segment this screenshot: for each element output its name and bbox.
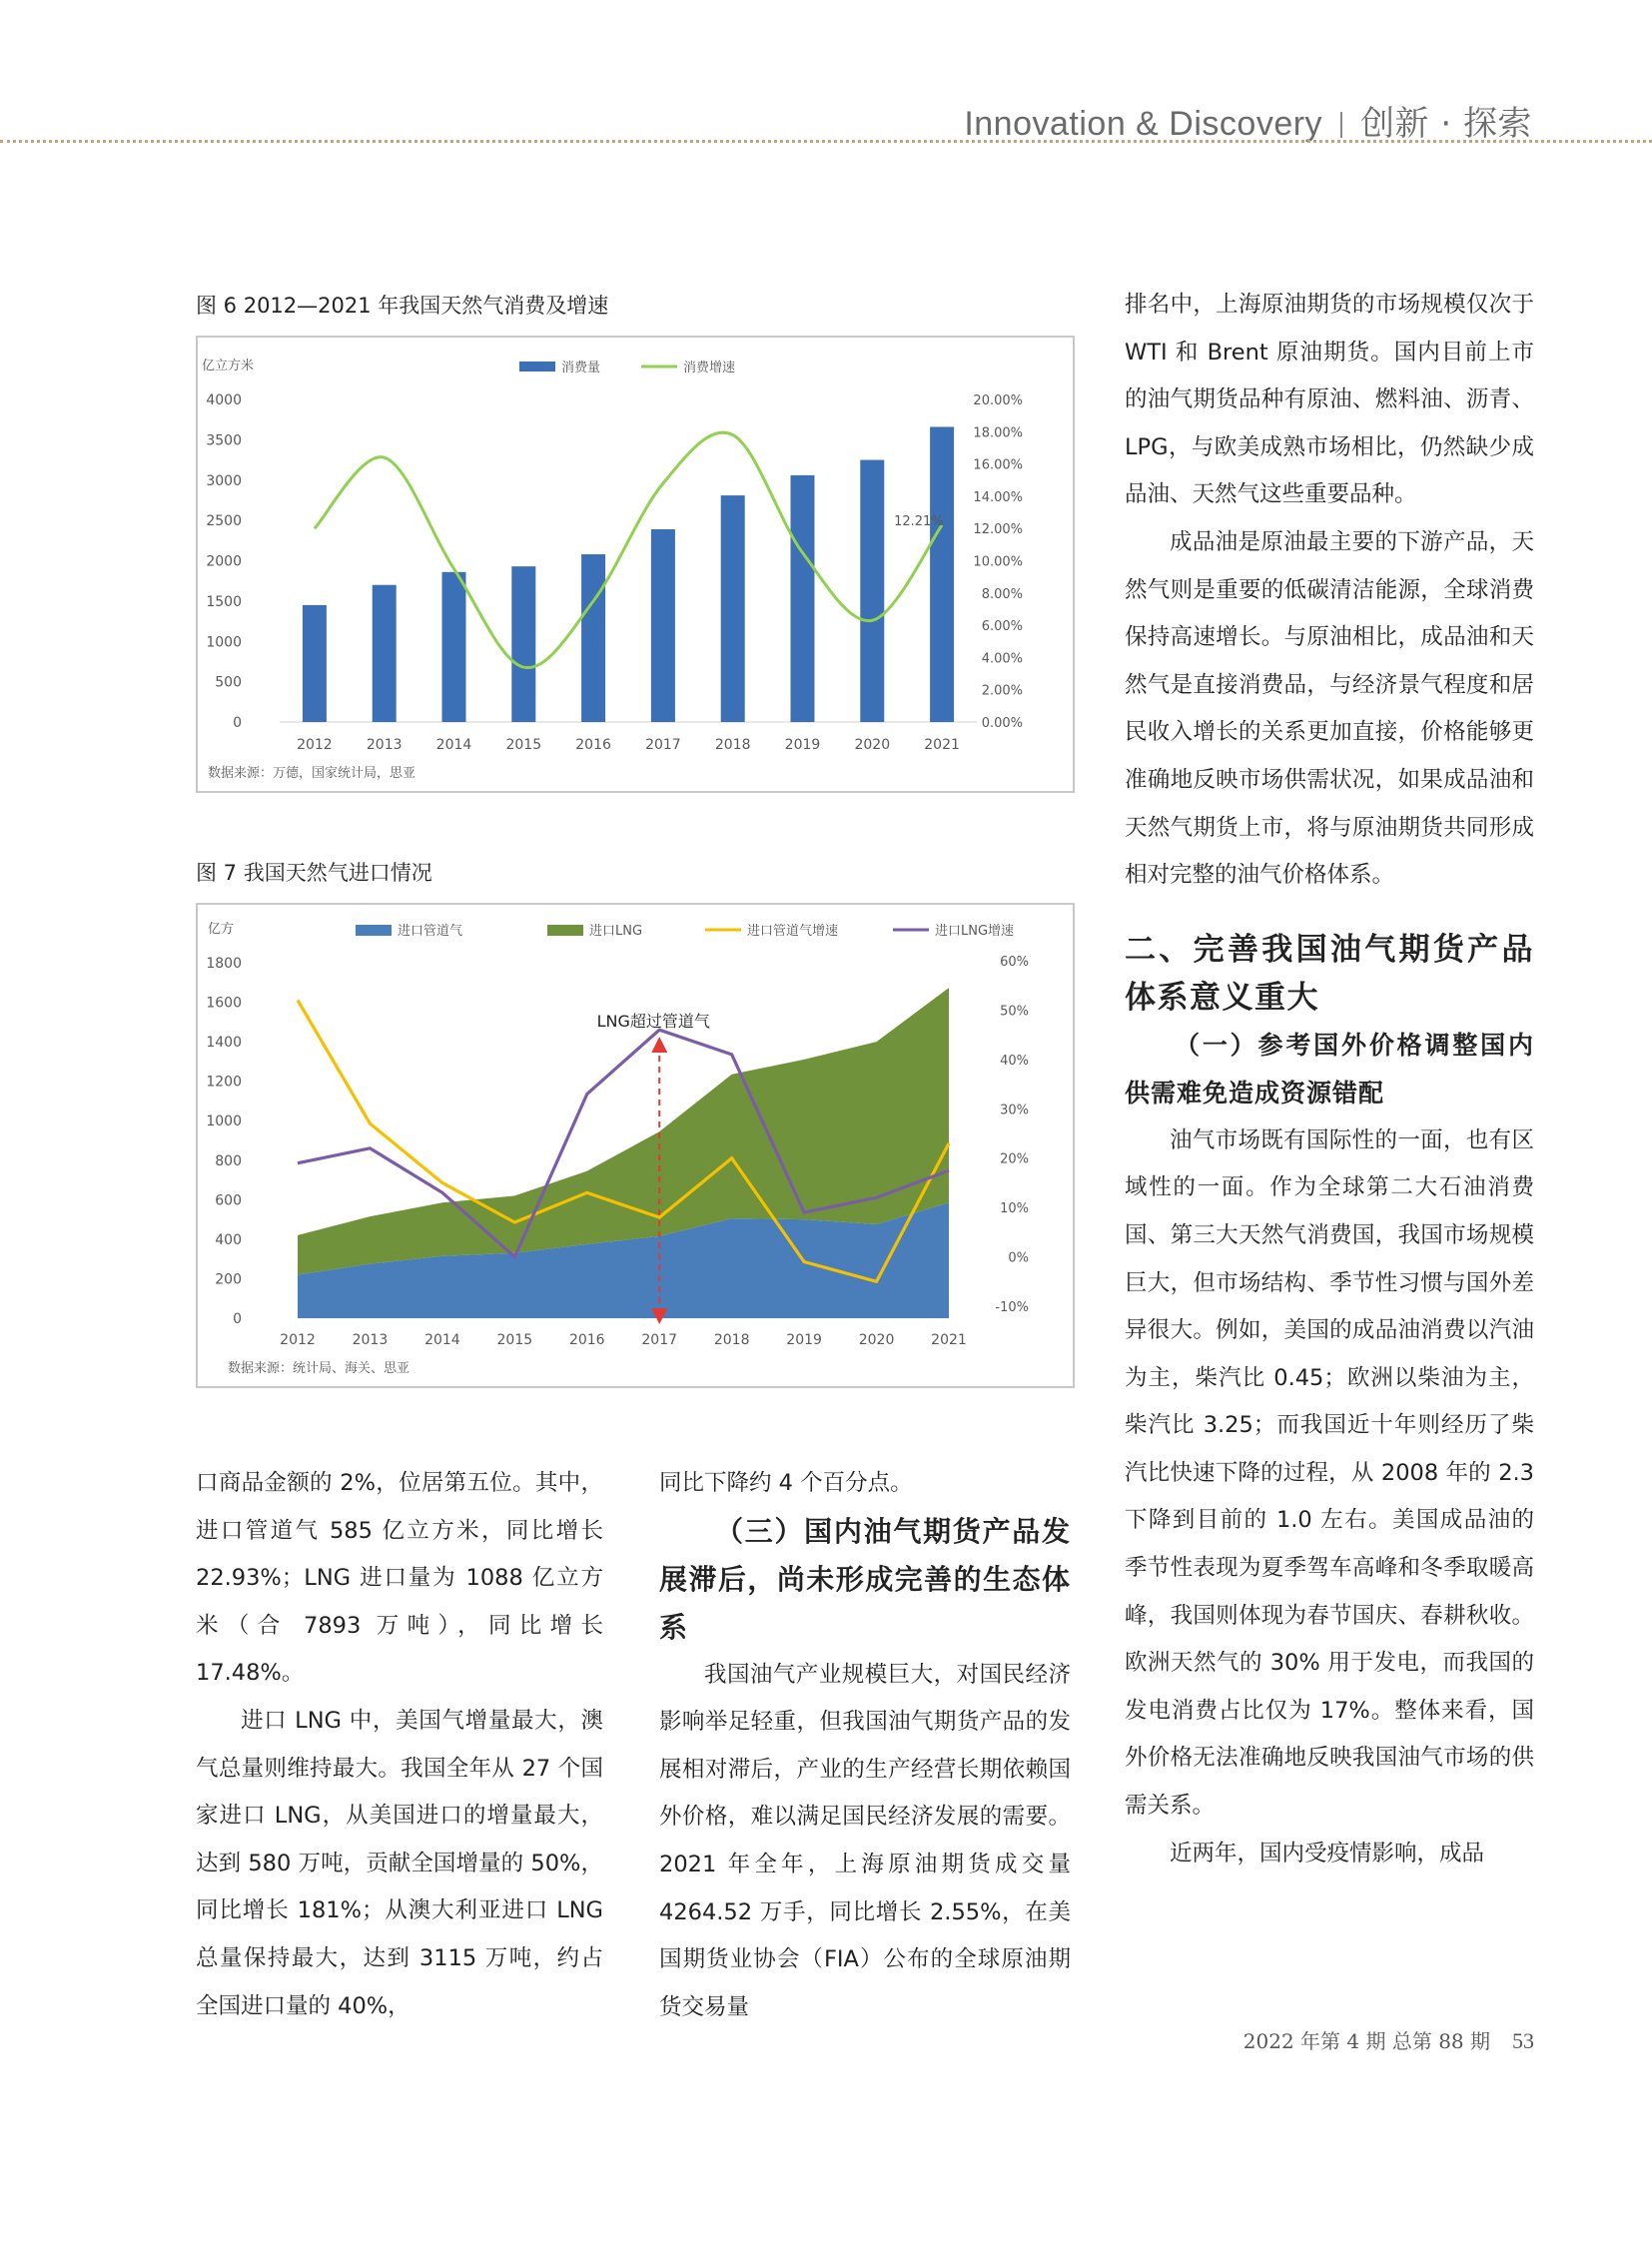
x-tick-label: 2020 — [858, 1332, 895, 1348]
y2-tick-label: 60% — [1000, 955, 1029, 970]
consumption-bar — [791, 475, 815, 722]
consumption-bar — [860, 460, 884, 722]
y-tick-label: 600 — [215, 1192, 242, 1209]
y-tick-label: 1600 — [206, 995, 242, 1012]
consumption-bar — [930, 426, 954, 722]
y2-tick-label: 40% — [1000, 1053, 1029, 1069]
header-divider — [1340, 112, 1342, 138]
y-tick-label: 500 — [215, 674, 242, 691]
legend-label-consumption: 消费量 — [561, 361, 601, 375]
x-tick-label: 2012 — [297, 737, 333, 753]
col3-paragraph-4: 近两年，国内受疫情影响，成品 — [1170, 1840, 1485, 1867]
figure-7-caption: 图 7 我国天然气进口情况 — [196, 861, 432, 885]
legend-label-2: 进口管道气增速 — [747, 924, 839, 939]
y-tick-label: 1400 — [206, 1035, 242, 1052]
figure-6-svg — [198, 338, 1073, 791]
col3-paragraph-3: 油气市场既有国际性的一面，也有区域性的一面。作为全球第二大石油消费国、第三大天然气消费国，我国市场规模巨大，但市场结构、季节性习惯与国外差异很大。例如，美国的成品油消费以汽油为主，柴汽比 0.45；欧洲以柴油为主，柴汽比 3.25；而我国近十年则经历了柴汽比快速下降的过程，从 2008 年的 2.3 下降到目前的 1.0 左右。美国成品油的季节性表现为夏季驾车高峰和冬季取暖高峰，我国则体现为春节国庆、春耕秋收。欧洲天然气的 30% 用于发电，而我国的发电消费占比仅为 17%。整体来看，国外价格无法准确地反映我国油气市场的供需关系。 — [1125, 1126, 1534, 1820]
consumption-bar — [581, 554, 605, 722]
page-footer — [1243, 2025, 1534, 2054]
y2-tick-label: 10% — [1000, 1201, 1029, 1217]
figure-7-source: 数据来源：统计局、海关、思亚 — [228, 1361, 411, 1376]
consumption-bar — [442, 572, 466, 722]
x-tick-label: 2014 — [435, 737, 472, 753]
y-tick-label: 2000 — [206, 553, 242, 570]
legend-label-0: 进口管道气 — [398, 924, 463, 939]
col3-paragraph-2: 成品油是原油最主要的下游产品，天然气则是重要的低碳清洁能源，全球消费保持高速增长。与原油相比，成品油和天然气是直接消费品，与经济景气程度和居民收入增长的关系更加直接，价格能够更准确地反映市场供需状况，如果成品油和天然气期货上市，将与原油期货共同形成相对完整的油气价格体系。 — [1125, 528, 1534, 889]
y-tick-label: 1500 — [206, 593, 242, 610]
y2-tick-label: 8.00% — [981, 586, 1023, 602]
y2-tick-label: 0.00% — [981, 716, 1023, 731]
legend-label-1: 进口LNG — [589, 924, 643, 939]
y-tick-label: 3500 — [206, 432, 242, 449]
column-2 — [659, 1460, 1071, 2031]
issue-info: 2022 年第 4 期 总第 88 期 — [1242, 2029, 1490, 2053]
x-tick-label: 2020 — [854, 737, 891, 753]
y2-tick-label: 50% — [1000, 1004, 1029, 1020]
col2-paragraph-2: 我国油气产业规模巨大，对国民经济影响举足轻重，但我国油气期货产品的发展相对滞后，产业的生产经营长期依赖国外价格，难以满足国民经济发展的需要。2021 年全年，上海原油期货成交量 4264.52 万手，同比增长 2.55%，在美国期货业协会（FIA）公布的全球原油期货交易量 — [659, 1661, 1071, 2020]
y-tick-label: 4000 — [206, 392, 242, 408]
running-header — [964, 96, 1532, 145]
consumption-bar — [511, 566, 535, 722]
consumption-bar — [303, 605, 327, 722]
y-tick-label: 0 — [233, 1311, 242, 1327]
y2-tick-label: -10% — [995, 1300, 1029, 1315]
y2-tick-label: 6.00% — [981, 619, 1023, 635]
x-tick-label: 2017 — [645, 737, 681, 753]
y-tick-label: 800 — [215, 1152, 242, 1169]
y-tick-label: 400 — [215, 1231, 242, 1248]
x-tick-label: 2018 — [714, 737, 751, 753]
col1-paragraph-2: 进口 LNG 中，美国气增量最大，澳气总量则维持最大。我国全年从 27 个国家进口 LNG，从美国进口的增量最大，达到 580 万吨，贡献全国增量的 50%，同比增长 181%；从澳大利亚进口 LNG 总量保持最大，达到 3115 万吨，约占全国进口量的 40%， — [196, 1707, 603, 2019]
header-chinese: 创新 · 探索 — [1360, 104, 1532, 144]
column-3 — [1125, 282, 1534, 1877]
y2-tick-label: 16.00% — [973, 457, 1023, 473]
col2-section-heading: （三）国内油气期货产品发展滞后，尚未形成完善的生态体系 — [659, 1514, 1071, 1644]
x-tick-label: 2013 — [352, 1332, 389, 1348]
y2-tick-label: 18.00% — [973, 425, 1023, 441]
y2-tick-label: 30% — [1000, 1103, 1029, 1119]
page-number: 53 — [1512, 2028, 1534, 2053]
y2-tick-label: 20% — [1000, 1151, 1029, 1167]
y2-tick-label: 20.00% — [973, 393, 1023, 408]
y-axis-unit-label: 亿立方米 — [202, 359, 255, 374]
figure-7-chart — [196, 903, 1075, 1388]
y-tick-label: 1000 — [206, 1114, 242, 1130]
col3-paragraph-1: 排名中，上海原油期货的市场规模仅次于 WTI 和 Brent 原油期货。国内目前上市的油气期货品种有原油、燃料油、沥青、LPG，与欧美成熟市场相比，仍然缺少成品油、天然气这些重要品种。 — [1125, 292, 1534, 508]
consumption-bar — [373, 585, 397, 722]
x-tick-label: 2016 — [568, 1332, 605, 1348]
y-tick-label: 1800 — [206, 956, 242, 972]
column-1 — [196, 1460, 603, 2030]
x-tick-label: 2016 — [575, 737, 611, 753]
x-tick-label: 2017 — [641, 1332, 678, 1348]
x-tick-label: 2015 — [496, 1332, 533, 1348]
figure-6-caption: 图 6 2012—2021 年我国天然气消费及增速 — [196, 294, 609, 318]
x-tick-label: 2012 — [280, 1332, 316, 1348]
y-tick-label: 200 — [215, 1271, 242, 1288]
figure-7-svg — [198, 905, 1073, 1386]
y2-tick-label: 12.00% — [973, 522, 1023, 538]
x-tick-label: 2019 — [784, 737, 821, 753]
col3-section-heading: 二、完善我国油气期货产品体系意义重大 — [1125, 931, 1534, 1016]
y2-tick-label: 14.00% — [973, 489, 1023, 505]
legend-swatch-consumption — [519, 362, 555, 372]
y-axis-unit-label: 亿方 — [208, 922, 235, 937]
y-tick-label: 1000 — [206, 634, 242, 651]
growth-data-label: 12.21% — [894, 513, 944, 529]
header-dotted-rule — [0, 140, 1652, 143]
growth-rate-line — [315, 432, 942, 667]
consumption-bar — [651, 529, 675, 722]
col1-paragraph-1: 口商品金额的 2%，位居第五位。其中，进口管道气 585 亿立方米，同比增长 22.93%；LNG 进口量为 1088 亿立方米（合 7893 万吨），同比增长 17.48%。 — [196, 1470, 603, 1687]
col2-paragraph-1: 同比下降约 4 个百分点。 — [659, 1470, 913, 1496]
figure-6-source: 数据来源：万德，国家统计局，思亚 — [208, 766, 416, 781]
legend-swatch-1 — [547, 925, 583, 936]
y-tick-label: 3000 — [206, 472, 242, 489]
x-tick-label: 2018 — [713, 1332, 750, 1348]
col3-subsection-heading: （一）参考国外价格调整国内供需难免造成资源错配 — [1125, 1030, 1534, 1108]
x-tick-label: 2019 — [786, 1332, 822, 1348]
legend-label-3: 进口LNG增速 — [935, 924, 1015, 939]
annotation-label: LNG超过管道气 — [596, 1012, 710, 1031]
y-tick-label: 1200 — [206, 1074, 242, 1091]
x-tick-label: 2021 — [931, 1332, 967, 1348]
y2-tick-label: 4.00% — [981, 651, 1023, 667]
y2-tick-label: 10.00% — [973, 554, 1023, 570]
figure-6-chart — [196, 336, 1075, 793]
y-tick-label: 0 — [233, 715, 242, 731]
y2-tick-label: 2.00% — [981, 683, 1023, 699]
legend-label-growth: 消费增速 — [683, 361, 736, 375]
x-tick-label: 2021 — [924, 737, 960, 753]
legend-swatch-0 — [356, 925, 392, 936]
header-english: Innovation & Discovery — [964, 105, 1323, 143]
x-tick-label: 2014 — [424, 1332, 460, 1348]
x-tick-label: 2015 — [505, 737, 542, 753]
y2-tick-label: 0% — [1008, 1250, 1029, 1266]
x-tick-label: 2013 — [366, 737, 403, 753]
y-tick-label: 2500 — [206, 513, 242, 530]
consumption-bar — [721, 495, 745, 722]
